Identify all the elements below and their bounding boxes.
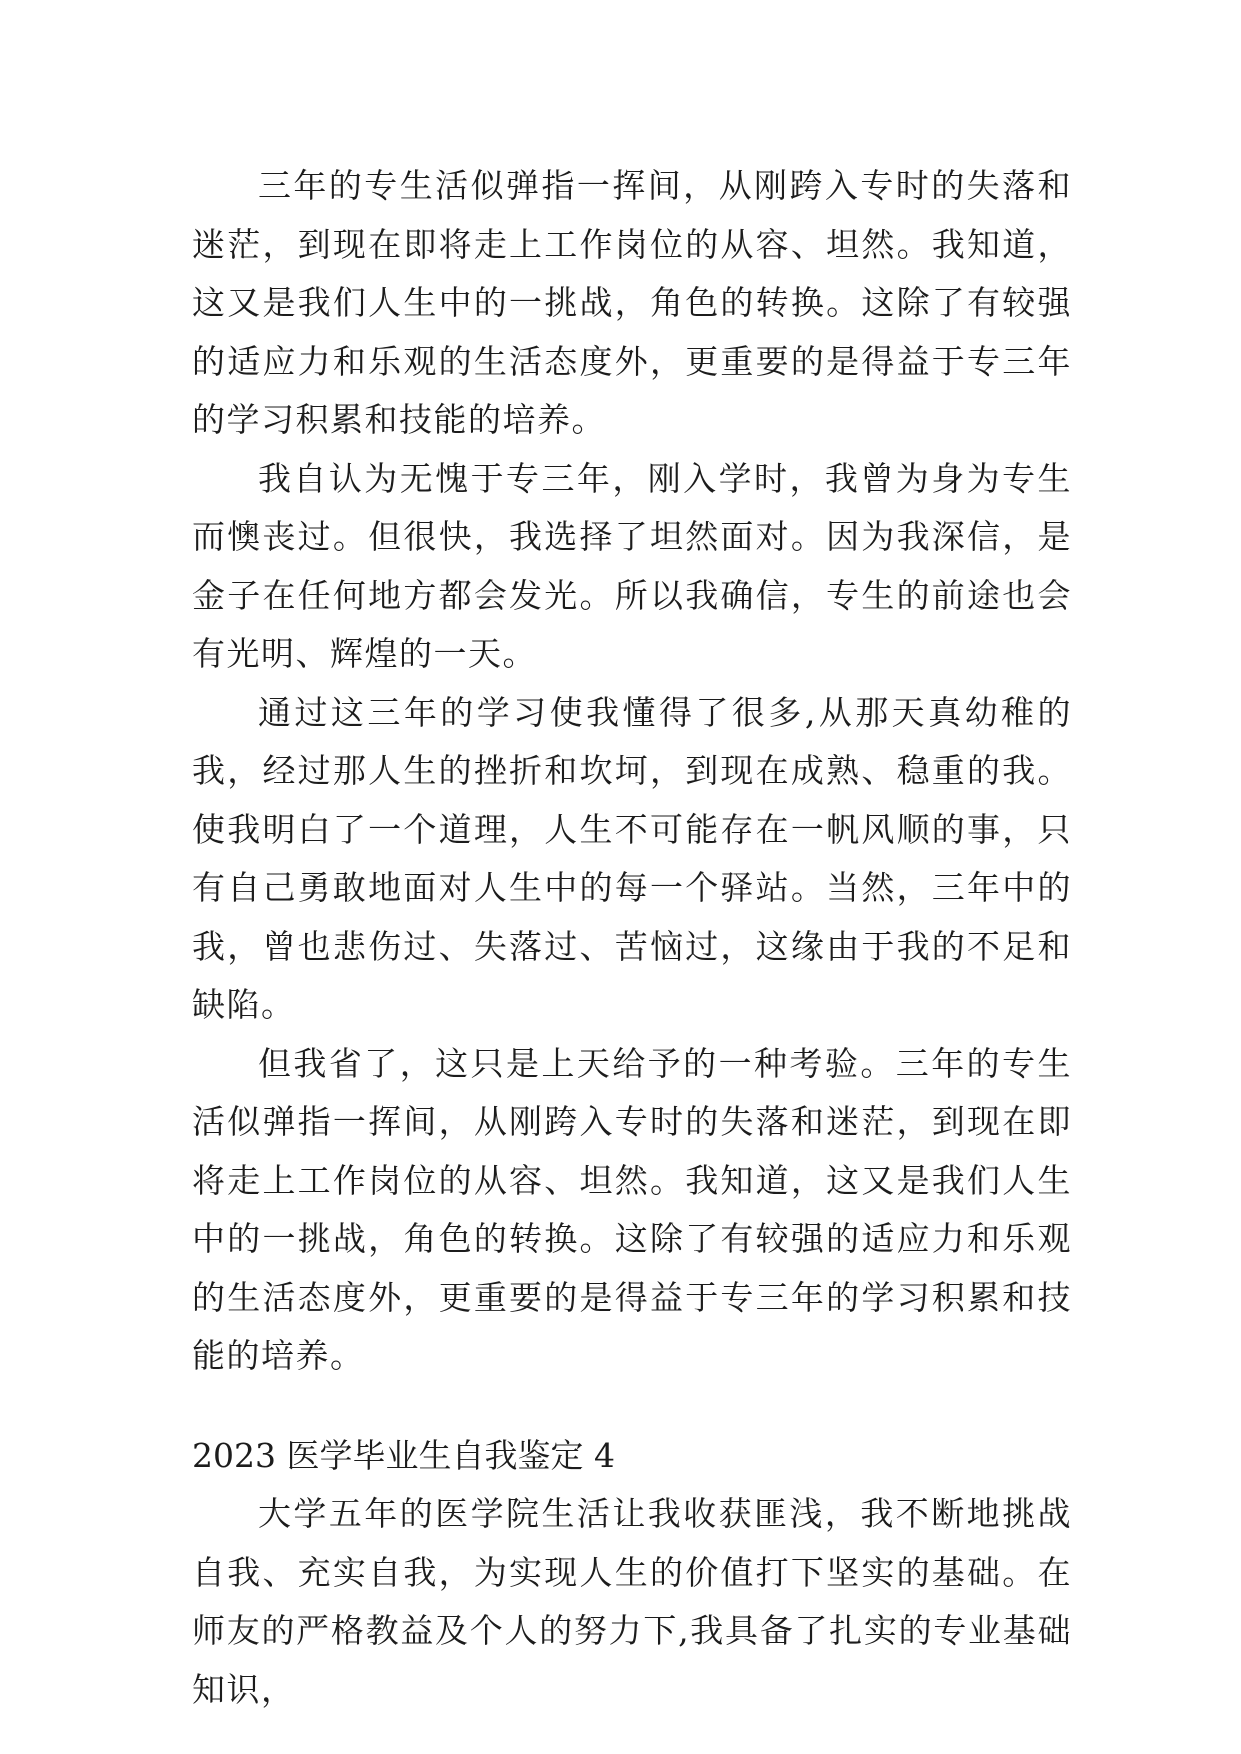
document-body bbox=[192, 157, 1072, 1719]
paragraph: 三年的专生活似弹指一挥间，从刚跨入专时的失落和迷茫，到现在即将走上工作岗位的从容、坦然。我知道，这又是我们人生中的一挑战，角色的转换。这除了有较强的适应力和乐观的生活态度外，更重要的是得益于专三年的学习积累和技能的培养。 bbox=[192, 166, 1072, 439]
section-heading: 2023 医学毕业生自我鉴定 4 bbox=[192, 1435, 615, 1475]
paragraph: 通过这三年的学习使我懂得了很多,从那天真幼稚的我，经过那人生的挫折和坎坷，到现在成熟、稳重的我。使我明白了一个道理，人生不可能存在一帆风顺的事，只有自己勇敢地面对人生中的每一个驿站。当然，三年中的我，曾也悲伤过、失落过、苦恼过，这缘由于我的不足和缺陷。 bbox=[192, 692, 1072, 1024]
paragraph: 大学五年的医学院生活让我收获匪浅，我不断地挑战自我、充实自我，为实现人生的价值打下坚实的基础。在师友的严格教益及个人的努力下,我具备了扎实的专业基础知识， bbox=[192, 1494, 1072, 1709]
paragraph: 但我省了，这只是上天给予的一种考验。三年的专生活似弹指一挥间，从刚跨入专时的失落和迷茫，到现在即将走上工作岗位的从容、坦然。我知道，这又是我们人生中的一挑战，角色的转换。这除了有较强的适应力和乐观的生活态度外，更重要的是得益于专三年的学习积累和技能的培养。 bbox=[192, 1043, 1072, 1375]
paragraph: 我自认为无愧于专三年，刚入学时，我曾为身为专生而懊丧过。但很快，我选择了坦然面对。因为我深信，是金子在任何地方都会发光。所以我确信，专生的前途也会有光明、辉煌的一天。 bbox=[192, 458, 1072, 673]
